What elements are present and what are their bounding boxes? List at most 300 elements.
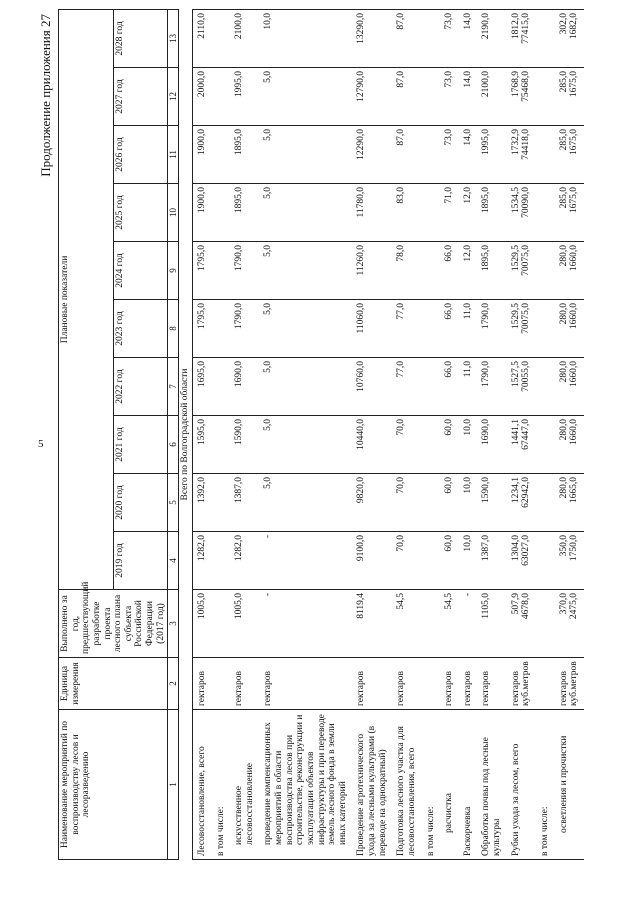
row-year-value xyxy=(507,242,536,300)
row-year-value xyxy=(422,68,441,126)
row-year-value xyxy=(212,126,231,184)
cell-value: 1675,0 xyxy=(569,71,580,98)
row-year-value xyxy=(392,358,421,416)
cell-value: 12790,0 xyxy=(356,71,367,102)
row-executed xyxy=(422,590,441,658)
cell-value: 1790,0 xyxy=(481,361,492,388)
row-year-value xyxy=(555,532,584,590)
row-year-value xyxy=(192,68,211,126)
cell-value: 60,0 xyxy=(444,419,455,436)
row-year-value xyxy=(555,358,584,416)
column-number-row xyxy=(168,9,179,859)
cell-value: 63027,0 xyxy=(521,535,532,566)
cell-value: 73,0 xyxy=(444,71,455,88)
cell-value: 280,0 xyxy=(558,361,569,383)
row-year-value xyxy=(230,68,259,126)
row-year-value xyxy=(352,474,392,532)
row-year-value xyxy=(230,242,259,300)
cell-value: 1795,0 xyxy=(196,245,207,272)
cell-value: 87,0 xyxy=(396,12,407,30)
row-year-value xyxy=(440,126,459,184)
year-header: 2019 год xyxy=(113,532,168,590)
row-year-value xyxy=(259,532,352,590)
cell-value: 5,0 xyxy=(263,419,274,431)
cell-value: 1282,0 xyxy=(234,535,245,562)
cell-value: 285,0 xyxy=(558,129,569,151)
row-unit xyxy=(230,658,259,710)
row-year-value xyxy=(507,126,536,184)
cell-value: 77415,0 xyxy=(521,12,532,44)
row-name: Рубки ухода за лесом, всего xyxy=(507,710,536,860)
row-year-value xyxy=(392,532,421,590)
cell-value: гектаров xyxy=(444,671,455,706)
cell-value: 2190,0 xyxy=(481,12,492,40)
row-name: расчистка xyxy=(440,710,459,860)
row-executed xyxy=(230,590,259,658)
row-year-value xyxy=(192,242,211,300)
cell-value: 77,0 xyxy=(396,303,407,320)
row-year-value xyxy=(392,416,421,474)
row-year-value xyxy=(536,9,555,67)
cell-value: 14,0 xyxy=(462,129,473,146)
row-year-value xyxy=(212,416,231,474)
row-year-value xyxy=(555,416,584,474)
row-name: Обработка почвы под лесные культуры xyxy=(477,710,506,860)
row-year-value xyxy=(230,126,259,184)
cell-value: 1387,0 xyxy=(481,535,492,562)
cell-value: 280,0 xyxy=(558,419,569,441)
cell-value: гектаров xyxy=(481,671,492,706)
cell-value: 1732,9 xyxy=(510,129,521,156)
continuation-label: Продолжение приложения 27 xyxy=(38,14,53,177)
cell-value: - xyxy=(263,535,274,539)
cell-value: 1690,0 xyxy=(234,361,245,388)
row-year-value xyxy=(212,68,231,126)
row-year-value xyxy=(259,358,352,416)
cell-value: 5,0 xyxy=(263,361,274,373)
row-year-value xyxy=(212,532,231,590)
row-year-value xyxy=(477,242,506,300)
cell-value: 1682,0 xyxy=(569,12,580,40)
row-executed xyxy=(259,590,352,658)
cell-value: 1660,0 xyxy=(569,303,580,330)
year-header: 2024 год xyxy=(113,242,168,300)
cell-value: 1675,0 xyxy=(569,187,580,214)
cell-value: 507,9 xyxy=(510,593,521,615)
cell-value: 13290,0 xyxy=(356,12,367,44)
row-unit xyxy=(192,658,211,710)
row-year-value xyxy=(230,9,259,67)
cell-value: гектаров xyxy=(356,671,367,706)
header-executed: Выполнено за год, предшествующий разработке проекта лесного плана субъекта Российской Федерации (2017 год) xyxy=(59,590,168,658)
row-year-value xyxy=(259,242,352,300)
cell-value: 1900,0 xyxy=(196,129,207,156)
cell-value: 1660,0 xyxy=(569,245,580,272)
cell-value: 71,0 xyxy=(444,187,455,204)
row-year-value xyxy=(507,9,536,67)
cell-value: гектаров xyxy=(196,671,207,706)
row-year-value xyxy=(392,126,421,184)
cell-value: 10760,0 xyxy=(356,361,367,392)
cell-value: 60,0 xyxy=(444,535,455,552)
row-unit xyxy=(536,658,555,710)
row-executed xyxy=(507,590,536,658)
cell-value: 280,0 xyxy=(558,303,569,325)
cell-value: 87,0 xyxy=(396,129,407,146)
row-year-value xyxy=(507,416,536,474)
cell-value: 1690,0 xyxy=(481,419,492,446)
year-header: 2022 год xyxy=(113,358,168,416)
row-year-value xyxy=(230,300,259,358)
cell-value: 1529,5 xyxy=(510,303,521,330)
cell-value: 83,0 xyxy=(396,187,407,204)
cell-value: 70,0 xyxy=(396,477,407,494)
row-year-value xyxy=(536,358,555,416)
cell-value: 78,0 xyxy=(396,245,407,262)
row-executed xyxy=(192,590,211,658)
row-year-value xyxy=(352,300,392,358)
cell-value: 1387,0 xyxy=(234,477,245,504)
table-body xyxy=(192,9,583,859)
row-year-value xyxy=(507,358,536,416)
row-unit xyxy=(392,658,421,710)
cell-value: 74418,0 xyxy=(521,129,532,160)
year-header: 2023 год xyxy=(113,300,168,358)
cell-value: 66,0 xyxy=(444,361,455,378)
row-year-value xyxy=(352,242,392,300)
cell-value: 12,0 xyxy=(462,187,473,204)
row-year-value xyxy=(536,416,555,474)
row-year-value xyxy=(230,474,259,532)
rotated-page xyxy=(30,10,620,860)
cell-value: 2000,0 xyxy=(196,71,207,98)
row-year-value xyxy=(555,242,584,300)
cell-value: 1441,1 xyxy=(510,419,521,446)
row-year-value xyxy=(459,9,478,67)
row-year-value xyxy=(555,184,584,242)
row-year-value xyxy=(536,474,555,532)
cell-value: 11,0 xyxy=(462,361,473,378)
cell-value: 1995,0 xyxy=(234,71,245,98)
row-year-value xyxy=(422,300,441,358)
year-header: 2028 год xyxy=(113,9,168,67)
cell-value: 70,0 xyxy=(396,419,407,436)
row-year-value xyxy=(536,532,555,590)
row-year-value xyxy=(422,126,441,184)
cell-value: 1695,0 xyxy=(196,361,207,388)
row-unit xyxy=(459,658,478,710)
row-year-value xyxy=(212,358,231,416)
row-year-value xyxy=(536,300,555,358)
cell-value: 1005,0 xyxy=(196,593,207,620)
row-year-value xyxy=(422,416,441,474)
row-year-value xyxy=(507,300,536,358)
cell-value: 1900,0 xyxy=(196,187,207,214)
cell-value: 1534,5 xyxy=(510,187,521,214)
cell-value: гектаров xyxy=(234,671,245,706)
row-year-value xyxy=(352,532,392,590)
row-unit xyxy=(507,658,536,710)
cell-value: 75468,0 xyxy=(521,71,532,102)
year-header: 2026 год xyxy=(113,126,168,184)
cell-value: 1768,9 xyxy=(510,71,521,98)
cell-value: 8119,4 xyxy=(356,593,367,619)
row-year-value xyxy=(259,126,352,184)
column-number: 10 xyxy=(168,184,179,242)
table-row xyxy=(459,9,478,859)
row-year-value xyxy=(536,242,555,300)
cell-value: 280,0 xyxy=(558,245,569,267)
cell-value: 12,0 xyxy=(462,245,473,262)
row-unit xyxy=(555,658,584,710)
row-unit xyxy=(440,658,459,710)
row-year-value xyxy=(459,358,478,416)
row-year-value xyxy=(459,474,478,532)
header-unit: Единица измерения xyxy=(59,658,168,710)
row-year-value xyxy=(555,9,584,67)
row-year-value xyxy=(459,126,478,184)
cell-value: 70075,0 xyxy=(521,245,532,276)
row-year-value xyxy=(507,68,536,126)
cell-value: 350,0 xyxy=(558,535,569,557)
row-executed xyxy=(212,590,231,658)
cell-value: 12290,0 xyxy=(356,129,367,160)
cell-value: 285,0 xyxy=(558,71,569,93)
cell-value: 1790,0 xyxy=(234,245,245,272)
row-name: Лесовосстановление, всего xyxy=(192,710,211,860)
row-year-value xyxy=(352,184,392,242)
row-executed xyxy=(555,590,584,658)
row-year-value xyxy=(212,474,231,532)
plan-table xyxy=(58,9,584,860)
row-year-value xyxy=(440,184,459,242)
row-year-value xyxy=(352,358,392,416)
row-year-value xyxy=(192,300,211,358)
row-year-value xyxy=(440,416,459,474)
cell-value: 70075,0 xyxy=(521,303,532,334)
cell-value: гектаров xyxy=(263,671,274,706)
row-year-value xyxy=(440,9,459,67)
row-year-value xyxy=(259,474,352,532)
row-year-value xyxy=(192,184,211,242)
row-year-value xyxy=(477,126,506,184)
cell-value: 1790,0 xyxy=(481,303,492,330)
cell-value: 1392,0 xyxy=(196,477,207,504)
table-row xyxy=(230,9,259,859)
row-year-value xyxy=(477,300,506,358)
cell-value: гектаров xyxy=(462,671,473,706)
cell-value: гектаров xyxy=(396,671,407,706)
cell-value: 1790,0 xyxy=(234,303,245,330)
cell-value: куб.метров xyxy=(521,661,532,706)
column-number: 3 xyxy=(168,590,179,658)
row-executed xyxy=(477,590,506,658)
row-year-value xyxy=(259,416,352,474)
row-year-value xyxy=(192,9,211,67)
cell-value: 1660,0 xyxy=(569,419,580,446)
cell-value: 66,0 xyxy=(444,245,455,262)
row-year-value xyxy=(192,474,211,532)
cell-value: 54,5 xyxy=(396,593,407,610)
cell-value: 1234,1 xyxy=(510,477,521,504)
table-row xyxy=(352,9,392,859)
row-year-value xyxy=(230,184,259,242)
row-year-value xyxy=(507,532,536,590)
column-number: 6 xyxy=(168,416,179,474)
cell-value: 2110,0 xyxy=(196,12,207,39)
cell-value: 5,0 xyxy=(263,245,274,257)
column-number: 12 xyxy=(168,68,179,126)
cell-value: 1750,0 xyxy=(569,535,580,562)
row-year-value xyxy=(459,416,478,474)
column-number: 2 xyxy=(168,658,179,710)
row-name: проведение компенсационных мероприятий в области воспроизводства лесов при строительстве, реконструкции и эксплуатации объектов инфраструктуры и при переводе земель лесного фонда в земли иных категорий xyxy=(259,710,352,860)
row-year-value xyxy=(392,242,421,300)
cell-value: 62942,0 xyxy=(521,477,532,508)
cell-value: 54,5 xyxy=(444,593,455,610)
column-number: 13 xyxy=(168,9,179,67)
cell-value: куб.метров xyxy=(569,661,580,706)
row-unit xyxy=(212,658,231,710)
row-year-value xyxy=(555,126,584,184)
row-year-value xyxy=(352,68,392,126)
table-row xyxy=(422,9,441,859)
row-year-value xyxy=(440,68,459,126)
cell-value: 1675,0 xyxy=(569,129,580,156)
row-year-value xyxy=(230,358,259,416)
page-number: 5 xyxy=(38,438,44,450)
cell-value: 10,0 xyxy=(263,12,274,30)
cell-value: 1895,0 xyxy=(234,187,245,214)
row-year-value xyxy=(536,184,555,242)
cell-value: 11780,0 xyxy=(356,187,367,218)
row-unit xyxy=(422,658,441,710)
row-year-value xyxy=(259,68,352,126)
row-year-value xyxy=(477,474,506,532)
cell-value: - xyxy=(462,593,473,597)
cell-value: 285,0 xyxy=(558,187,569,209)
row-year-value xyxy=(536,126,555,184)
cell-value: 70090,0 xyxy=(521,187,532,218)
row-year-value xyxy=(459,184,478,242)
cell-value: 2475,0 xyxy=(569,593,580,620)
cell-value: 1304,0 xyxy=(510,535,521,562)
row-name: Раскорчевка xyxy=(459,710,478,860)
row-year-value xyxy=(352,126,392,184)
cell-value: 11,0 xyxy=(462,303,473,320)
row-year-value xyxy=(477,184,506,242)
row-year-value xyxy=(192,532,211,590)
cell-value: 10,0 xyxy=(462,419,473,436)
row-year-value xyxy=(212,9,231,67)
cell-value: 60,0 xyxy=(444,477,455,494)
cell-value: 10440,0 xyxy=(356,419,367,450)
row-year-value xyxy=(440,358,459,416)
row-executed xyxy=(536,590,555,658)
cell-value: 5,0 xyxy=(263,303,274,315)
row-year-value xyxy=(392,474,421,532)
row-year-value xyxy=(392,184,421,242)
cell-value: 370,0 xyxy=(558,593,569,615)
row-year-value xyxy=(507,474,536,532)
cell-value: 67447,0 xyxy=(521,419,532,450)
row-year-value xyxy=(212,242,231,300)
row-name: Проведение агротехнического ухода за лесными культурами (в переводе на однократный) xyxy=(352,710,392,860)
cell-value: 9820,0 xyxy=(356,477,367,504)
cell-value: 5,0 xyxy=(263,71,274,83)
cell-value: 1595,0 xyxy=(196,419,207,446)
row-year-value xyxy=(422,358,441,416)
row-year-value xyxy=(440,474,459,532)
row-year-value xyxy=(192,126,211,184)
row-year-value xyxy=(459,68,478,126)
cell-value: 10,0 xyxy=(462,535,473,552)
row-year-value xyxy=(555,474,584,532)
cell-value: 1282,0 xyxy=(196,535,207,562)
row-year-value xyxy=(440,532,459,590)
year-header: 2021 год xyxy=(113,416,168,474)
row-year-value xyxy=(459,532,478,590)
header-planned: Плановые показатели xyxy=(59,9,114,589)
cell-value: 73,0 xyxy=(444,12,455,30)
column-number: 9 xyxy=(168,242,179,300)
cell-value: 280,0 xyxy=(558,477,569,499)
row-executed xyxy=(459,590,478,658)
year-header: 2027 год xyxy=(113,68,168,126)
row-year-value xyxy=(259,9,352,67)
row-year-value xyxy=(422,184,441,242)
year-header: 2020 год xyxy=(113,474,168,532)
cell-value: 1527,5 xyxy=(510,361,521,388)
cell-value: 14,0 xyxy=(462,12,473,30)
cell-value: 10,0 xyxy=(462,477,473,494)
row-year-value xyxy=(352,416,392,474)
row-executed xyxy=(352,590,392,658)
cell-value: 1105,0 xyxy=(481,593,492,619)
row-name: Подготовка лесного участка для лесовосстановления, всего xyxy=(392,710,421,860)
row-executed xyxy=(392,590,421,658)
row-year-value xyxy=(422,9,441,67)
row-year-value xyxy=(477,68,506,126)
row-year-value xyxy=(555,68,584,126)
cell-value: 302,0 xyxy=(558,12,569,35)
header-name: Наименование мероприятий по воспроизводству лесов и лесоразведению xyxy=(59,710,168,860)
region-label: Всего по Волгоградской области xyxy=(179,9,193,859)
table-row xyxy=(555,9,584,859)
cell-value: 11060,0 xyxy=(356,303,367,334)
table-row xyxy=(477,9,506,859)
row-name: в том числе: xyxy=(422,710,441,860)
cell-value: 1895,0 xyxy=(481,187,492,214)
row-name: в том числе: xyxy=(212,710,231,860)
cell-value: 1995,0 xyxy=(481,129,492,156)
cell-value: 87,0 xyxy=(396,71,407,88)
row-name: искусственное лесовосстановление xyxy=(230,710,259,860)
row-year-value xyxy=(440,242,459,300)
cell-value: 11260,0 xyxy=(356,245,367,276)
cell-value: гектаров xyxy=(510,671,521,706)
cell-value: 70,0 xyxy=(396,535,407,552)
column-number: 1 xyxy=(168,710,179,860)
row-year-value xyxy=(192,358,211,416)
row-unit xyxy=(352,658,392,710)
cell-value: 73,0 xyxy=(444,129,455,146)
cell-value: 77,0 xyxy=(396,361,407,378)
row-name: осветления и прочистки xyxy=(555,710,584,860)
row-year-value xyxy=(459,242,478,300)
row-year-value xyxy=(440,300,459,358)
row-year-value xyxy=(259,300,352,358)
